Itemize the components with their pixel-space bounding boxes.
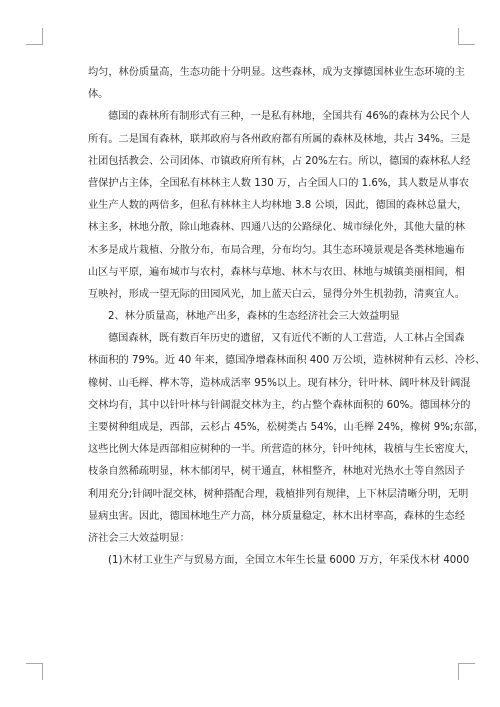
crop-mark-top-right-vertical [458, 28, 459, 45]
text-line: 体。 [88, 89, 109, 101]
crop-mark-bottom-left-vertical [42, 663, 43, 680]
text-line: 橡树、山毛榉、桦木等，造林成活率 95%以上。现有林分，针叶林、阔叶林及针阔混 [88, 377, 471, 389]
text-line: 社团包括教会、公司团体、市镇政府所有林，占 20%左右。所以，德国的森林私人经 [88, 155, 471, 167]
text-line: 林主多，林地分散，除山地森林、四通八达的公路绿化、城市绿化外，其他大量的林 [88, 222, 465, 234]
crop-mark-bottom-right-horizontal [458, 663, 475, 664]
text-line: 德国森林，既有数百年历史的遗留，又有近代不断的人工营造，人工林占全国森 [108, 333, 465, 345]
text-line: 木多是成片栽植、分散分布，布局合理，分布均匀。其生态环境景观是各类林地遍布 [88, 244, 465, 256]
text-line: 这些比例大体是西部相应树种的一半。所营造的林分，针叶纯林，栽植与生长密度大， [88, 444, 476, 456]
text-line: 德国的森林所有制形式有三种，一是私有林地，全国共有 46%的森林为公民个人 [108, 111, 471, 123]
text-line: 枝条自然稀疏明显，林木郁闭早，树干通直，林相整齐，林地对光热水土等自然因子 [88, 466, 465, 478]
text-line: 均匀，林份质量高，生态功能十分明显。这些森林，成为支撑德国林业生态环境的主 [88, 67, 465, 78]
crop-mark-top-left-horizontal [26, 44, 43, 45]
text-line: (1)木材工业生产与贸易方面，全国立木年生长量 6000 万方，年采伐木材 4000 [108, 555, 470, 567]
text-line: 交林均有，其中以针叶林与针阔混交林为主，约占整个森林面积的 60%。德国林分的 [88, 399, 471, 411]
text-line: 所有。二是国有森林，联邦政府与各州政府都有所属的森林及林地，共占 34%。三是 [88, 133, 471, 145]
document-body-text [88, 62, 486, 572]
text-line: 山区与平原，遍布城市与农村，森林与草地、林木与农田、林地与城镇美丽相间，相 [88, 266, 465, 278]
crop-mark-top-left-vertical [42, 28, 43, 45]
crop-mark-top-right-horizontal [458, 44, 475, 45]
text-line: 显病虫害。因此，德国林地生产力高，林分质量稳定，林木出材率高，森林的生态经 [88, 510, 465, 522]
crop-mark-bottom-left-horizontal [26, 663, 43, 664]
text-line: 互映衬，形成一望无际的田园风光，加上蓝天白云，显得分外生机勃勃，清爽宜人。 [88, 288, 465, 300]
text-line: 利用充分;针阔叶混交林，树种搭配合理，栽植排列有规律，上下林层清晰分明，无明 [88, 488, 469, 500]
text-line: 林面积的 79%。近 40 年来，德国净增森林面积 400 万公顷，造林树种有云杉、冷杉、 [88, 355, 486, 367]
text-line: 主要树种组成是，西部，云杉占 45%，松树类占 54%，山毛榉 24%，橡树 9%;东部， [88, 422, 484, 433]
text-line: 济社会三大效益明显： [88, 532, 190, 544]
text-line: 营保护占主体，全国私有林林主人数 130 万，占全国人口的 1.6%，其人数是从事农 [88, 177, 470, 189]
text-line: 2、林分质量高，林地产出多，森林的生态经济社会三大效益明显 [108, 311, 400, 323]
text-line: 业生产人数的两倍多，但私有林林主人均林地 3.8 公顷，因此，德国的森林总量大， [88, 200, 468, 212]
crop-mark-bottom-right-vertical [458, 663, 459, 680]
